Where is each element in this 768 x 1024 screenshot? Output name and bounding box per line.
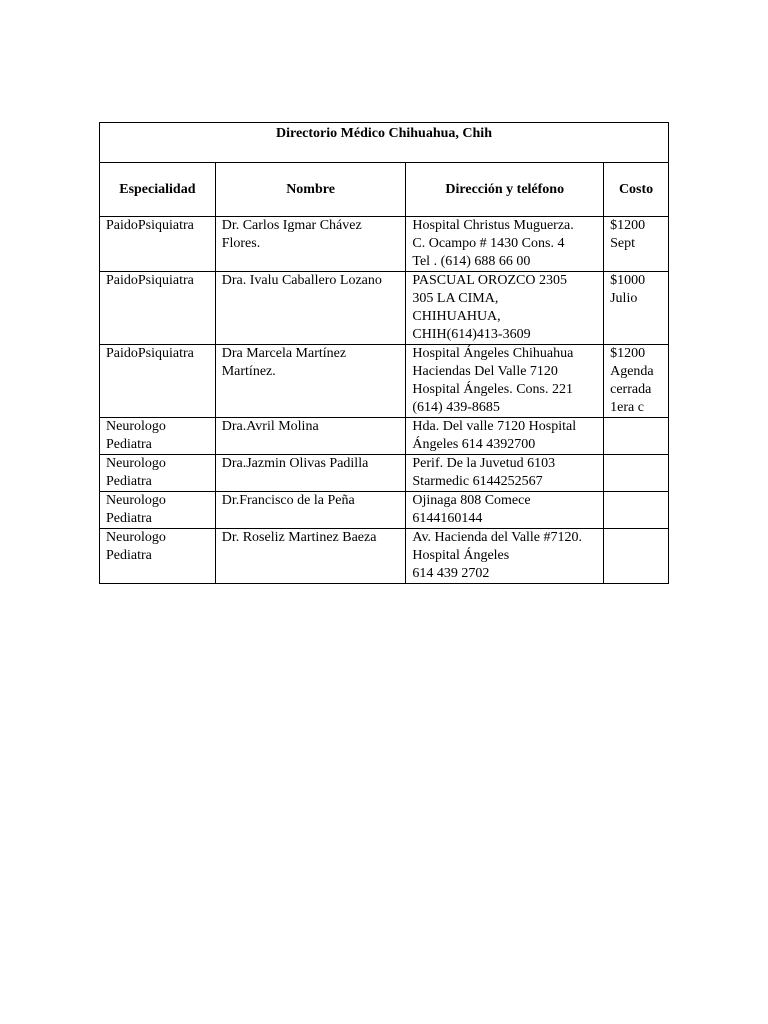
cell-direccion: [406, 492, 604, 529]
especialidad-text-line: Neurologo: [106, 419, 166, 434]
nombre-text-line: Martínez.: [221, 364, 276, 379]
direccion-text-line: Tel . (614) 688 66 00: [412, 254, 531, 269]
direccion-text-line: CHIHUAHUA,: [412, 309, 501, 324]
costo-text-line: Agenda: [610, 364, 654, 379]
table-row: [100, 272, 669, 345]
cell-especialidad: [100, 529, 216, 584]
table-row: [100, 492, 669, 529]
header-costo: Costo: [604, 163, 669, 217]
direccion-text-line: CHIH(614)413-3609: [412, 327, 531, 342]
cell-especialidad: [100, 217, 216, 272]
cell-especialidad: [100, 455, 216, 492]
direccion-text-line: Hospital Ángeles Chihuahua: [412, 346, 574, 361]
cell-costo: [604, 418, 669, 455]
costo-text-line: Julio: [610, 291, 638, 306]
table-row: [100, 217, 669, 272]
table-title: Directorio Médico Chihuahua, Chih: [100, 123, 669, 163]
nombre-text-line: Dra Marcela Martínez: [221, 346, 347, 361]
table-row: [100, 345, 669, 418]
cell-costo: [604, 272, 669, 345]
especialidad-text-line: Pediatra: [106, 437, 152, 452]
especialidad-text-line: PaidoPsiquiatra: [106, 218, 194, 233]
cell-nombre: [215, 345, 406, 418]
costo-text-line: $1200: [610, 346, 646, 361]
costo-text-line: cerrada: [610, 382, 652, 397]
cell-direccion: [406, 455, 604, 492]
cell-direccion: [406, 529, 604, 584]
cell-nombre: [215, 455, 406, 492]
cell-direccion: [406, 272, 604, 345]
direccion-text-line: Perif. De la Juvetud 6103: [412, 456, 556, 471]
header-direccion: Dirección y teléfono: [406, 163, 604, 217]
direccion-text-line: 305 LA CIMA,: [412, 291, 499, 306]
cell-costo: [604, 492, 669, 529]
costo-text-line: $1200: [610, 218, 646, 233]
cell-nombre: [215, 272, 406, 345]
especialidad-text-line: PaidoPsiquiatra: [106, 273, 194, 288]
table-row: [100, 418, 669, 455]
table-row: [100, 455, 669, 492]
nombre-text-line: Dra.Jazmin Olivas Padilla: [221, 456, 369, 471]
direccion-text-line: 614 439 2702: [412, 566, 490, 581]
nombre-text-line: Dr. Carlos Igmar Chávez: [221, 218, 362, 233]
especialidad-text-line: Pediatra: [106, 474, 152, 489]
cell-direccion: [406, 217, 604, 272]
costo-text-line: 1era c: [610, 400, 644, 415]
especialidad-text-line: Neurologo: [106, 493, 166, 508]
header-especialidad: Especialidad: [100, 163, 216, 217]
cell-especialidad: [100, 272, 216, 345]
direccion-text-line: Ojinaga 808 Comece: [412, 493, 531, 508]
direccion-text-line: Ángeles 614 4392700: [412, 437, 536, 452]
costo-text-line: $1000: [610, 273, 646, 288]
cell-nombre: [215, 418, 406, 455]
nombre-text-line: Dra. Ivalu Caballero Lozano: [221, 273, 382, 288]
cell-nombre: [215, 492, 406, 529]
direccion-text-line: C. Ocampo # 1430 Cons. 4: [412, 236, 565, 251]
title-row: [100, 123, 669, 163]
especialidad-text-line: Pediatra: [106, 548, 152, 563]
cell-costo: [604, 529, 669, 584]
direccion-text-line: Av. Hacienda del Valle #7120.: [412, 530, 583, 545]
especialidad-text-line: Pediatra: [106, 511, 152, 526]
cell-direccion: [406, 418, 604, 455]
table-row: [100, 529, 669, 584]
direccion-text-line: PASCUAL OROZCO 2305: [412, 273, 567, 288]
cell-especialidad: [100, 418, 216, 455]
nombre-text-line: Dr. Roseliz Martinez Baeza: [221, 530, 377, 545]
direccion-text-line: Hda. Del valle 7120 Hospital: [412, 419, 577, 434]
direccion-text-line: (614) 439-8685: [412, 400, 500, 415]
header-row: [100, 163, 669, 217]
cell-costo: [604, 455, 669, 492]
direccion-text-line: 6144160144: [412, 511, 483, 526]
direccion-text-line: Hospital Ángeles: [412, 548, 510, 563]
cell-especialidad: [100, 492, 216, 529]
cell-especialidad: [100, 345, 216, 418]
cell-nombre: [215, 217, 406, 272]
especialidad-text-line: Neurologo: [106, 530, 166, 545]
cell-costo: [604, 345, 669, 418]
cell-nombre: [215, 529, 406, 584]
nombre-text-line: Flores.: [221, 236, 261, 251]
direccion-text-line: Hospital Ángeles. Cons. 221: [412, 382, 573, 397]
costo-text-line: Sept: [610, 236, 635, 251]
nombre-text-line: Dr.Francisco de la Peña: [221, 493, 355, 508]
nombre-text-line: Dra.Avril Molina: [221, 419, 319, 434]
cell-costo: [604, 217, 669, 272]
table-body: [100, 217, 669, 584]
direccion-text-line: Starmedic 6144252567: [412, 474, 543, 489]
direccion-text-line: Hospital Christus Muguerza.: [412, 218, 574, 233]
cell-direccion: [406, 345, 604, 418]
header-nombre: Nombre: [215, 163, 406, 217]
especialidad-text-line: PaidoPsiquiatra: [106, 346, 194, 361]
direccion-text-line: Haciendas Del Valle 7120: [412, 364, 558, 379]
especialidad-text-line: Neurologo: [106, 456, 166, 471]
medical-directory-table: [99, 122, 669, 584]
